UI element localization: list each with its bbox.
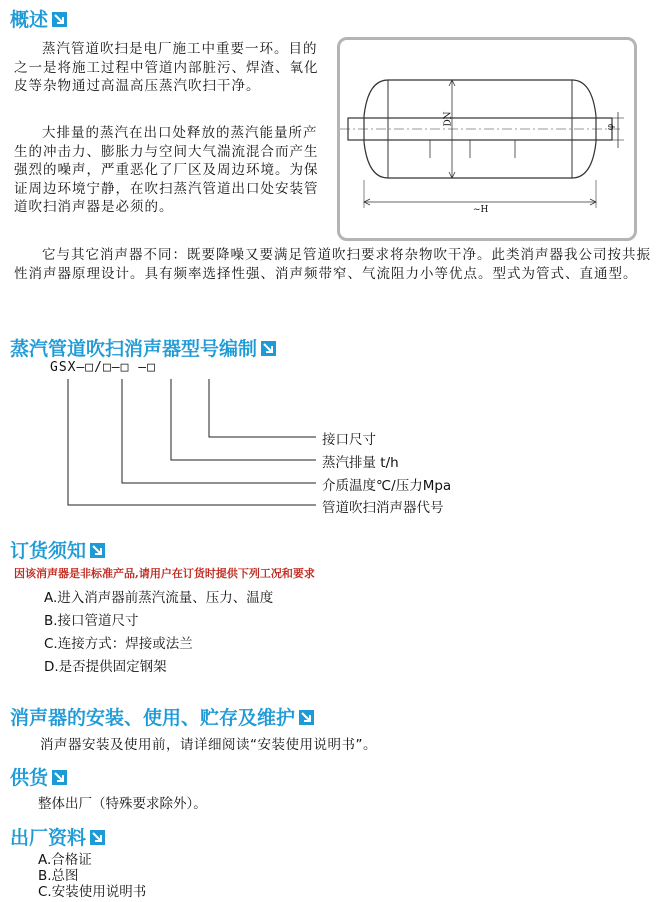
- overview-paragraph-3: 它与其它消声器不同：既要降噪又要满足管道吹扫要求将杂物吹干净。此类消声器我公司按共振性消声器原理设计。具有频率选择性强、消声频带窄、气流阻力小等优点。型式为管式、直通型。: [14, 247, 651, 282]
- phi-label: φ: [606, 123, 617, 131]
- documents-item: C.安装使用说明书: [38, 884, 147, 900]
- ordering-item: C.连接方式：焊接或法兰: [44, 636, 193, 652]
- legend-product-code: 管道吹扫消声器代号: [322, 500, 444, 516]
- installation-heading: [10, 706, 314, 730]
- documents-item: B.总图: [38, 868, 79, 884]
- dn-label: DN: [443, 111, 454, 127]
- installation-title: 消声器的安装、使用、贮存及维护: [10, 707, 296, 729]
- ordering-notice: 因该消声器是非标准产品,请用户在订货时提供下列工况和要求: [14, 567, 315, 580]
- model-code-string: GSX—□/□—□ —□: [50, 360, 156, 375]
- ordering-heading: [10, 539, 105, 563]
- legend-interface-size: 接口尺寸: [322, 432, 376, 448]
- legend-temperature-pressure: 介质温度℃/压力Mpa: [322, 478, 452, 494]
- model-code-title: 蒸汽管道吹扫消声器型号编制: [10, 338, 258, 360]
- overview-paragraph-1: 蒸汽管道吹扫是电厂施工中重要一环。目的之一是将施工过程中管道内部脏污、焊渣、氧化皮等杂物通过高温高压蒸汽吹扫干净。: [14, 41, 319, 94]
- arrow-down-right-icon: [52, 770, 67, 785]
- overview-paragraph-2: 大排量的蒸汽在出口处释放的蒸汽能量所产生的冲击力、膨胀力与空间大气湍流混合而产生强烈的噪声，严重恶化了厂区及周边环境。为保证周边环境宁静，在吹扫蒸汽管道出口处安装管道吹扫消声器是必须的。: [14, 125, 319, 215]
- arrow-down-right-icon: [261, 341, 276, 356]
- documents-title: 出厂资料: [10, 827, 87, 849]
- legend-steam-discharge: 蒸汽排量 t/h: [322, 455, 399, 471]
- model-code-diagram: [0, 355, 665, 520]
- documents-item: A.合格证: [38, 852, 92, 868]
- supply-title: 供货: [10, 767, 49, 789]
- supply-heading: [10, 766, 67, 790]
- arrow-down-right-icon: [52, 12, 67, 27]
- overview-heading: [10, 8, 67, 32]
- documents-heading: [10, 826, 105, 850]
- overview-title: 概述: [10, 9, 49, 31]
- ordering-item: B.接口管道尺寸: [44, 613, 139, 629]
- arrow-down-right-icon: [90, 543, 105, 558]
- silencer-diagram: [337, 37, 637, 241]
- arrow-down-right-icon: [90, 830, 105, 845]
- installation-text: 消声器安装及使用前，请详细阅读“安装使用说明书”。: [40, 737, 377, 753]
- arrow-down-right-icon: [299, 710, 314, 725]
- h-label: ~H: [473, 205, 489, 215]
- supply-text: 整体出厂（特殊要求除外）。: [38, 796, 207, 812]
- ordering-title: 订货须知: [10, 540, 87, 562]
- ordering-item: D.是否提供固定钢架: [44, 659, 167, 675]
- ordering-item: A.进入消声器前蒸汽流量、压力、温度: [44, 590, 274, 606]
